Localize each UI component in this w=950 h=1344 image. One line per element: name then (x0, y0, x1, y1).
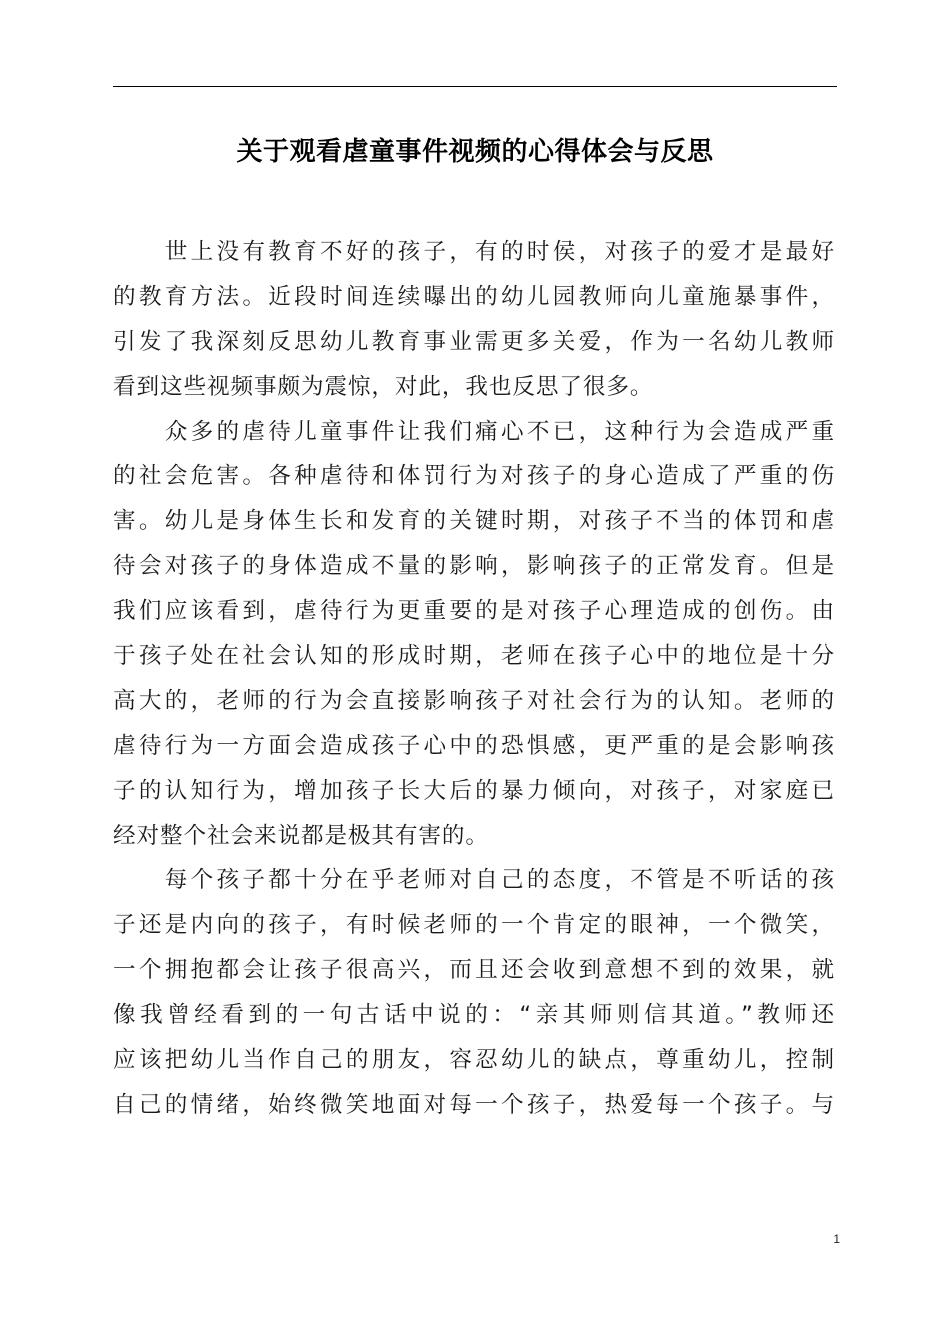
text-line: 虐待行为一方面会造成孩子心中的恐惧感，更严重的是会影响孩 (113, 732, 835, 759)
text-line: 看到这些视频事颇为震惊，对此，我也反思了很多。 (113, 373, 654, 400)
text-line: 一个拥抱都会让孩子很高兴，而且还会收到意想不到的效果，就 (113, 957, 835, 984)
paragraph-1 (113, 230, 835, 410)
text-line: 每个孩子都十分在乎老师对自己的态度，不管是不听话的孩 (113, 867, 835, 894)
paragraph-3 (113, 858, 835, 1127)
text-line: 众多的虐待儿童事件让我们痛心不已，这种行为会造成严重 (113, 418, 835, 445)
text-line: 世上没有教育不好的孩子，有的时侯，对孩子的爱才是最好 (113, 239, 835, 265)
page-number: 1 (833, 1232, 840, 1246)
text-line: 待会对孩子的身体造成不量的影响，影响孩子的正常发育。但是 (113, 553, 835, 580)
text-line: 的教育方法。近段时间连续曝出的幼儿园教师向儿童施暴事件， (113, 283, 835, 310)
text-line: 于孩子处在社会认知的形成时期，老师在孩子心中的地位是十分 (113, 643, 835, 670)
text-line: 像我曾经看到的一句古话中说的：“亲其师则信其道。”教师还 (113, 1002, 835, 1029)
header-rule (113, 86, 837, 87)
text-line: 高大的，老师的行为会直接影响孩子对社会行为的认知。老师的 (113, 687, 835, 714)
text-line: 子的认知行为，增加孩子长大后的暴力倾向，对孩子，对家庭已 (113, 777, 835, 804)
text-line: 的社会危害。各种虐待和体罚行为对孩子的身心造成了严重的伤 (113, 463, 835, 490)
paragraph-2 (113, 410, 835, 859)
text-line: 子还是内向的孩子，有时候老师的一个肯定的眼神，一个微笑， (113, 912, 835, 939)
text-line: 经对整个社会来说都是极其有害的。 (113, 822, 489, 849)
document-title: 关于观看虐童事件视频的心得体会与反思 (236, 137, 714, 167)
document-body (113, 230, 835, 1128)
text-line: 应该把幼儿当作自己的朋友，容忍幼儿的缺点，尊重幼儿，控制 (113, 1047, 835, 1074)
text-line: 引发了我深刻反思幼儿教育事业需更多关爱，作为一名幼儿教师 (113, 328, 835, 355)
text-line: 自己的情绪，始终微笑地面对每一个孩子，热爱每一个孩子。与 (113, 1091, 835, 1118)
text-line: 我们应该看到，虐待行为更重要的是对孩子心理造成的创伤。由 (113, 598, 835, 625)
text-line: 害。幼儿是身体生长和发育的关键时期，对孩子不当的体罚和虐 (113, 508, 835, 535)
